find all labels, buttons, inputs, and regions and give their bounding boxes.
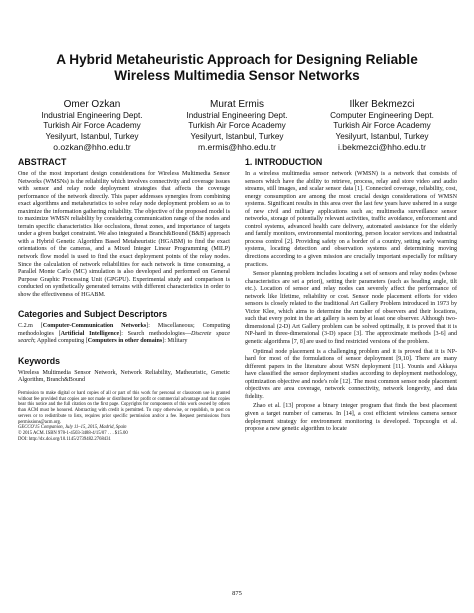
categories-text — [18, 323, 230, 346]
abstract-heading: ABSTRACT — [18, 157, 67, 167]
doi-line[interactable]: DOI: http://dx.doi.org/10.1145/2739482.2768431 — [18, 436, 111, 442]
category-part: C.2.m [ — [18, 323, 43, 330]
title-line-2: Wireless Multimedia Sensor Networks — [114, 68, 360, 83]
author-org: Turkish Air Force Academy — [188, 121, 286, 131]
author-email[interactable]: i.bekmezci@hho.edu.tr — [337, 141, 427, 152]
author-city: Yesilyurt, Istanbul, Turkey — [335, 131, 429, 141]
author-1 — [22, 100, 162, 152]
author-email[interactable]: o.ozkan@hho.edu.tr — [53, 141, 131, 152]
author-org: Turkish Air Force Academy — [43, 121, 141, 131]
author-city: Yesilyurt, Istanbul, Turkey — [45, 131, 139, 141]
intro-paragraph: Optimal node placement is a challenging problem and it is proved that it is NP-hard for most of the formulations of sensor deployment [9,10]. There are many different papers in the literature about WSN deployment [11]. Younis and Akkaya have classified the sensor deployment studies according to deployment methodology, optimization objective and node's role [12]. The most common sensor node placement objectives are area coverage, network connectivity, network longevity, and data fidelity. — [245, 348, 457, 400]
author-block — [22, 100, 452, 152]
category-part: Discrete space search — [18, 330, 230, 345]
left-column — [18, 157, 230, 442]
category-part: ; Applied computing [ — [34, 338, 88, 345]
author-dept: Computer Engineering Dept. — [330, 111, 434, 121]
category-part: ]: Search methodologies— — [119, 330, 191, 337]
author-email[interactable]: m.ermis@hho.edu.tr — [198, 141, 276, 152]
author-2 — [167, 100, 307, 152]
author-dept: Industrial Engineering Dept. — [186, 111, 288, 121]
category-part: Artificial Intelligence — [60, 330, 120, 337]
category-part: Computers in other domains — [87, 338, 163, 345]
author-org: Turkish Air Force Academy — [333, 121, 431, 131]
keywords-heading: Keywords — [18, 355, 61, 366]
intro-paragraph: Zhao et al. [13] propose a binary integer program that finds the best placement given a target number of cameras. In [14], a cost efficient wireless camera sensor deployment strategy for environment monitoring is developed. Topcuoglu et al. propose a new genetic algorithm to locate — [245, 403, 457, 433]
author-name: Murat Ermis — [210, 99, 264, 110]
keywords-text: Wireless Multimedia Sensor Network, Network Reliability, Matheuristic, Genetic Algorithm, Branch&Bound — [18, 369, 230, 384]
permission-text: Permission to make digital or hard copies of all or part of this work for personal or classroom use is granted without fee provided that copies are not made or distributed for profit or commercial advantage and that copies bear this notice and the full citation on the first page. Copyrights for components of this work owned by others than ACM must be honored. Abstracting with credit is permitted. To copy otherwise, or republish, to post on servers or to redistribute to lists, requires prior specific permission and/or a fee. Request permissions from permissions@acm.org. — [18, 391, 230, 425]
author-name: Ilker Bekmezci — [349, 99, 415, 110]
author-dept: Industrial Engineering Dept. — [41, 111, 143, 121]
introduction-heading: 1. INTRODUCTION — [245, 157, 323, 167]
title-line-1: A Hybrid Metaheuristic Approach for Designing Reliable — [56, 52, 418, 67]
author-name: Omer Ozkan — [63, 99, 121, 110]
author-3 — [312, 100, 452, 152]
categories-heading: Categories and Subject Descriptors — [18, 309, 168, 320]
category-part: ]: Military — [162, 338, 188, 345]
intro-paragraph: In a wireless multimedia sensor network (WMSN) is a network that consists of sensors which have the ability to retrieve, process, relay and store video and audio streams, still images, and scalar sensor data [1]. Connected coverage, reliability, cost, energy consumption are among the most crucial design considerations of WMSN systems. Significant results in this area over the last few years have ushered in a surge of new civil and military applications such as; multimedia surveillance sensor networks, storage of potentially relevant activities, traffic avoidance, enforcement and control systems, advanced health care delivery, automated assistance for the elderly and family monitors, environmental monitoring, person locator services and industrial process control [2]. Providing safety on a border of a country, setting early warning systems, locating detection and observation systems and determining moving directions according to a given mission are crucially important especially for military practices. — [245, 171, 457, 268]
abstract-text: One of the most important design considerations for Wireless Multimedia Sensor Networks (WMSNs) is the reliability which involves connectivity and coverage issues with sensor and relay node deployment strategies that affects the coverage performance of the network directly. This paper addresses synergies from combining exact algorithms and metaheuristics to solve relay node deployment problem so as to maximize the information gathering reliability. The objective of the proposed model is to maximize WMSN reliability by considering communication range of the nodes and terrain specific characteristics like occlusions, threat zones, and importance of targets under a given budget constraint. We also integrated a Branch&Bound (B&B) approach with a Hybrid Genetic Algorithm Based Metaheuristic (HGABM) to find the exact orientations of the cameras, and a Mixed Integer Linear Programming (MILP) network flow model is used to find the exact deployment points of the relay nodes. Since the calculation of network reliabilities for each network is time consuming, a Parallel Monte Carlo (MC) simulation is also developed and performed on General Purpose Graphic Processing Unit (GPGPU). Experimental study and comparison is conducted on synthetically generated terrains with different characteristics in order to show the effectiveness of HGABM. — [18, 171, 230, 298]
category-part: ]: Miscellaneous; Computing methodologies [ — [18, 323, 230, 337]
page-number: 875 — [232, 590, 242, 597]
conference-line: GECCO'15 Companion, July 11–15, 2015, Madrid, Spain — [18, 425, 127, 431]
permission-block — [18, 391, 230, 442]
copyright-line: © 2015 ACM. ISBN 978-1-4503-3488-4/15/07 . . . $15.00 — [18, 430, 128, 436]
paper-title — [20, 52, 454, 84]
intro-paragraph: Sensor planning problem includes locating a set of sensors and relay nodes (whose characteristics are set a priori), setting their parameters (such as heading angle, tilt etc.). Location of sensor and relay nodes can severely affect the performance of network like lifetime, reliability or cost. Sensor node placement efforts for video sensors is closely related to the traditional Art Gallery Problem introduced in 1973 by Victor Klee, which aims to determine the number of observers and their locations, such that every point in the art gallery is seen by at least one observer. Although two-dimensional (2-D) Art Gallery problem can be solved optimally, it is proved that it is NP-hard in three-dimensional (3-D) space [3]. The approximate methods [3-6] and genetic algorithms [7, 8] are used to find restricted versions of the problem. — [245, 271, 457, 346]
category-part: Computer-Communication Networks — [42, 323, 147, 330]
author-city: Yesilyurt, Istanbul, Turkey — [190, 131, 284, 141]
right-column — [245, 157, 457, 436]
